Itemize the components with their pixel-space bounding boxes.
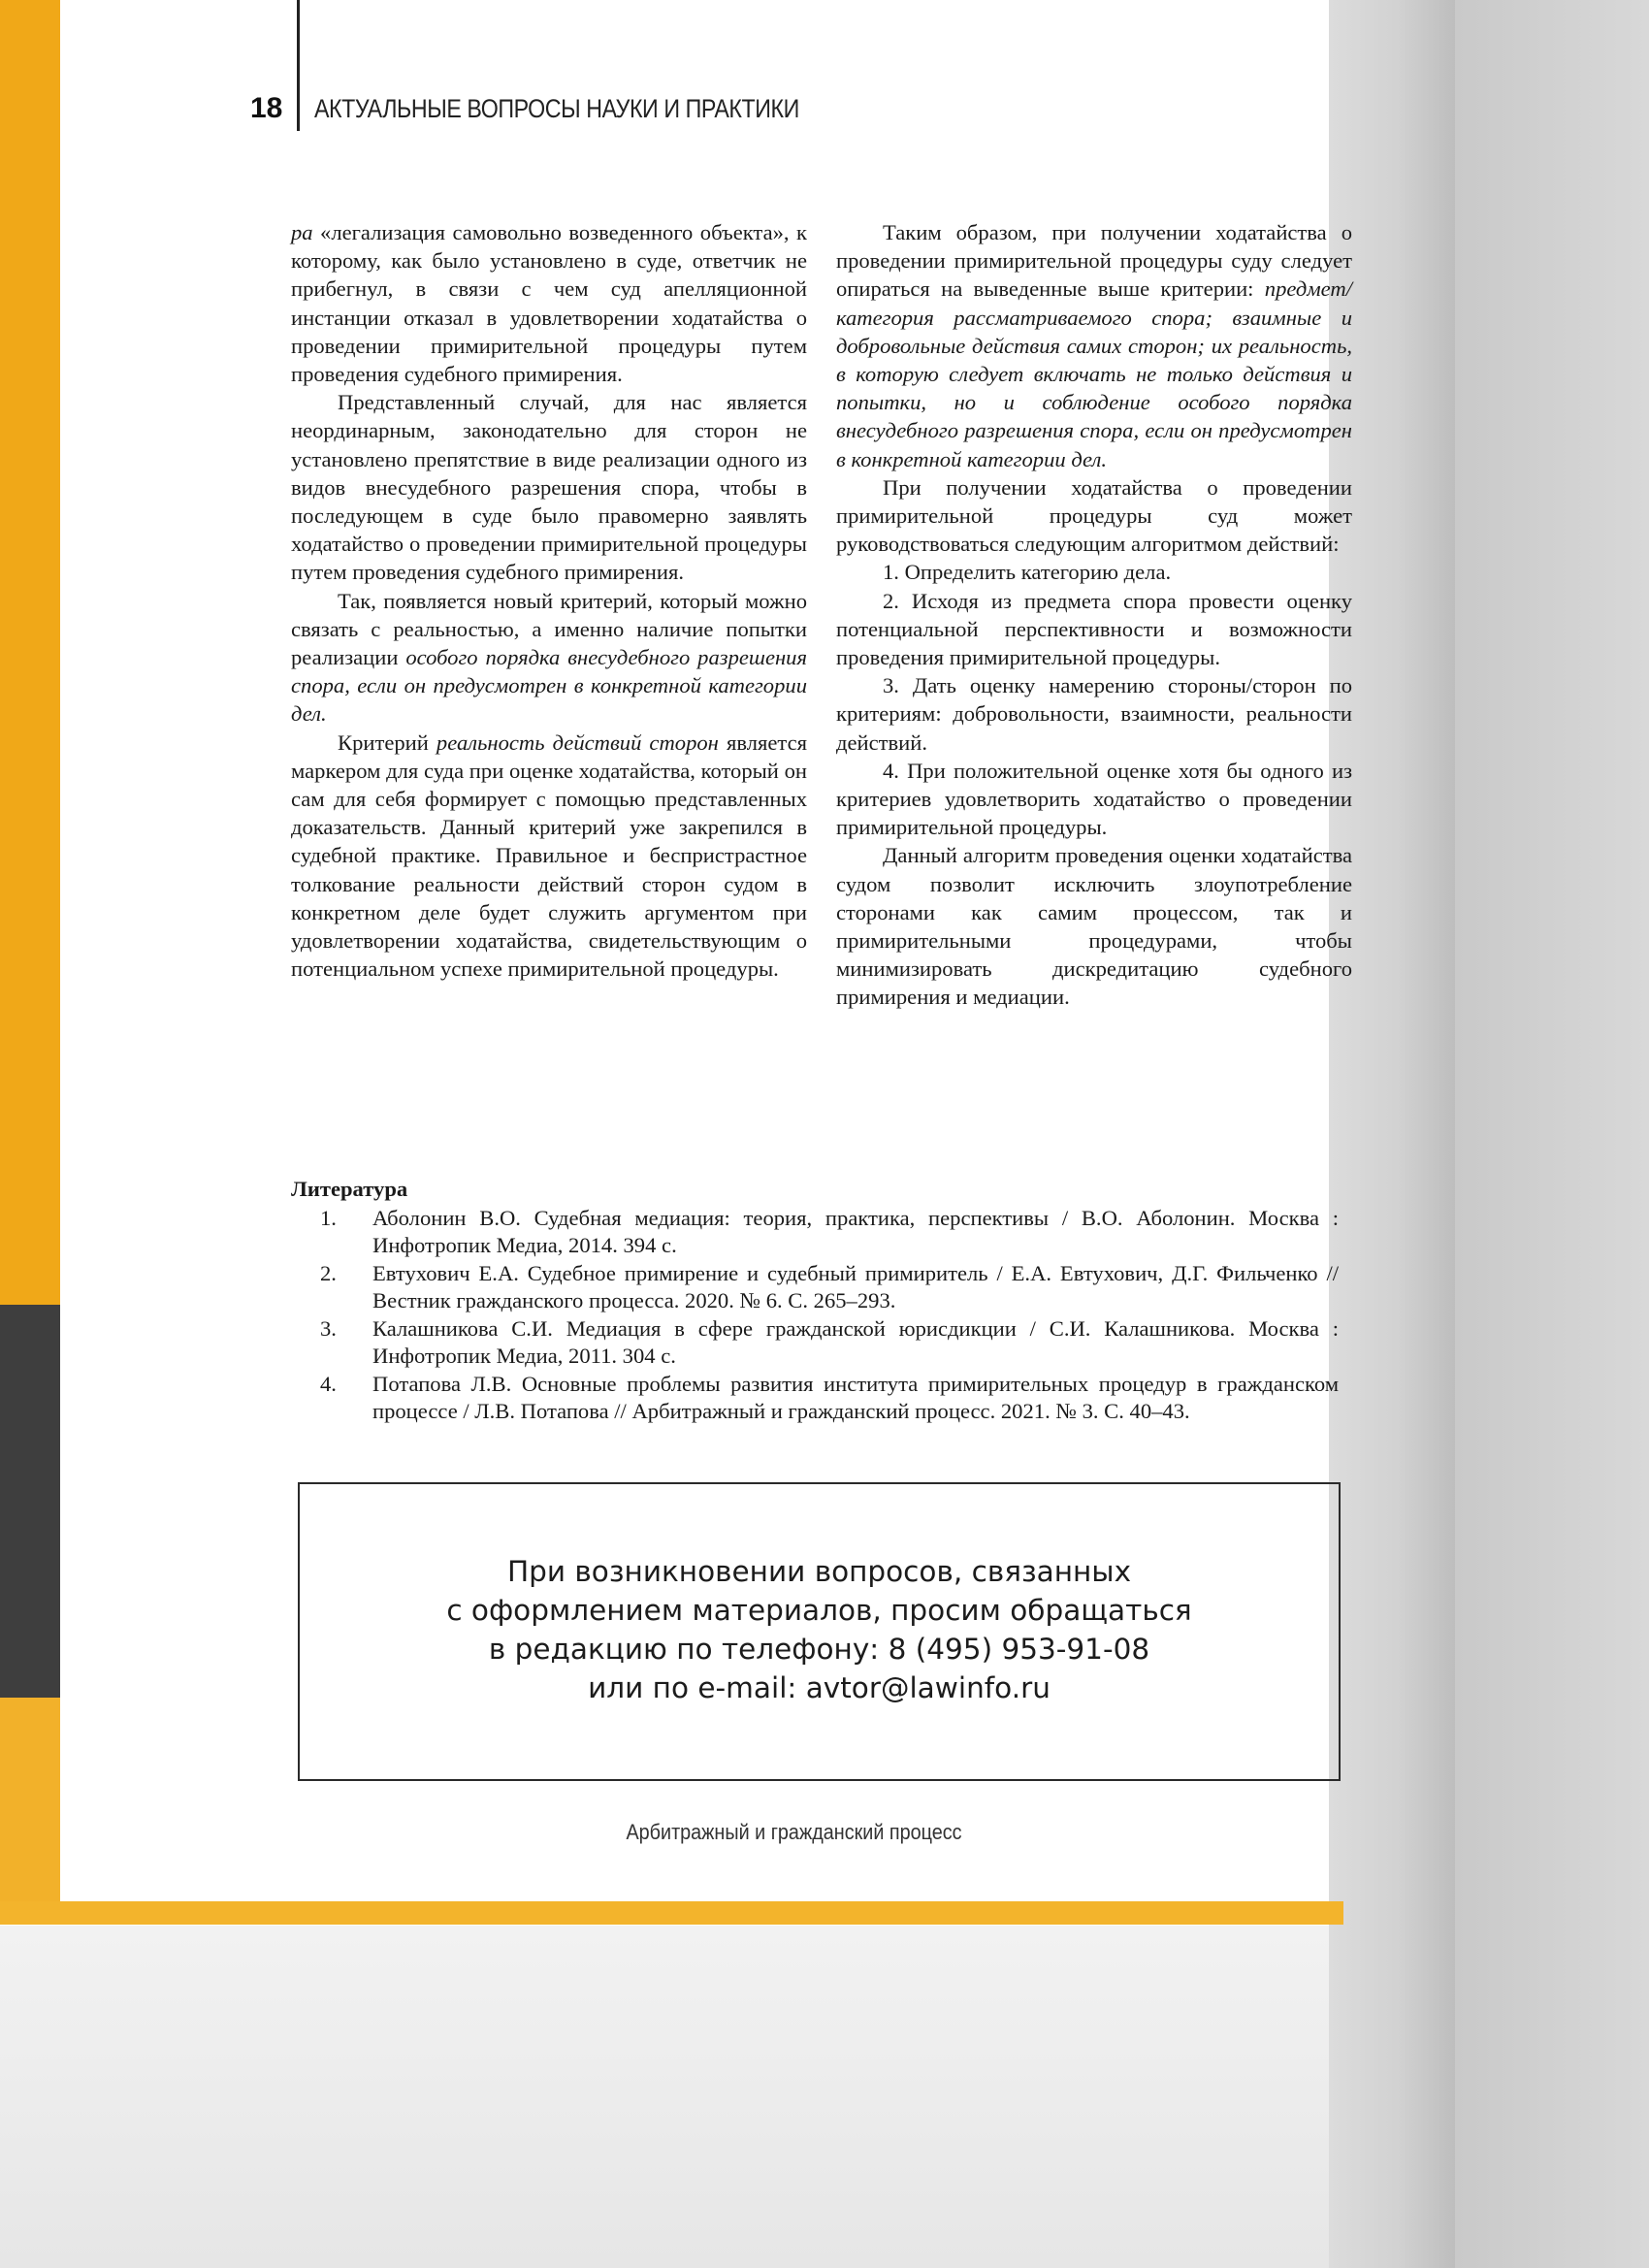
reference-number: 2. [320, 1260, 337, 1285]
reference-item [291, 1260, 1339, 1315]
algorithm-step: 1. Определить категорию дела. [883, 560, 1172, 585]
reference-number: 1. [320, 1205, 337, 1230]
cover-edge-yellow-bottom [0, 1901, 1343, 1925]
text: Так, появляется новый критерий, который можно связать с реальностью, а именно наличие попытки реализации [291, 588, 807, 670]
references-title: Литература [291, 1177, 408, 1201]
paragraph: Данный алгоритм проведения оценки ходатайства судом позволит исключить злоупотребление сторонами как самим процессом, так и примирительными процедурами, чтобы минимизировать дискредитацию судебного примирения и медиации. [836, 843, 1352, 1010]
notice-line: или по e-mail: avtor@lawinfo.ru [588, 1671, 1051, 1704]
italic-text: ра [291, 220, 313, 244]
reference-number: 4. [320, 1371, 337, 1396]
right-column [836, 218, 1352, 1012]
paragraph: Представленный случай, для нас является неординарным, законодательно для сторон не установлено препятствие в виде реализации одного из видов внесудебного разрешения спора, чтобы в последующем в суде было правомерно заявлять ходатайство о проведении примирительной процедуры путем проведения судебного примирения. [291, 390, 807, 585]
cover-edge-yellow-lower [0, 1698, 60, 1921]
paragraph [836, 218, 1352, 473]
paragraph: При получении ходатайства о проведении примирительной процедуры суд может руководствоваться следующим алгоритмом действий: [836, 474, 1352, 557]
page-number: 18 [250, 92, 283, 124]
header-vertical-rule [297, 0, 300, 131]
algorithm-step: 3. Дать оценку намерению стороны/сторон по критериям: добровольности, взаимности, реальности действий. [836, 673, 1352, 755]
text: Критерий [338, 729, 436, 755]
paragraph [291, 587, 807, 729]
reference-item [291, 1205, 1339, 1260]
reference-text: Калашникова С.И. Медиация в сфере гражданской юрисдикции / С.И. Калашникова. Москва : Инфотропик Медиа, 2011. 304 с. [372, 1315, 1339, 1368]
text: Таким образом, при получении ходатайства о проведении примирительной процедуры суду следует опираться на выведенные выше критерии: [836, 220, 1352, 302]
paragraph [291, 729, 807, 984]
italic-text: особого порядка внесудебного разрешения спора, если он предусмотрен в конкретной категории дел. [291, 645, 807, 727]
reference-text: Потапова Л.В. Основные проблемы развития института примирительных процедур в гражданском процессе / Л.В. Потапова // Арбитражный и гражданский процесс. 2021. № 3. С. 40–43. [372, 1371, 1339, 1423]
text: «легализация самовольно возведенного объекта», к которому, как было установлено в суде, ответчик не прибегнул, в связи с чем суд апелляционной инстанции отказал в удовлетворении ходатайства о проведении примирительной процедуры путем проведения судебного примирения. [291, 220, 807, 387]
reference-text: Аболонин В.О. Судебная медиация: теория, практика, перспективы / В.О. Аболонин. Москва : Инфотропик Медиа, 2014. 394 с. [372, 1205, 1339, 1257]
references [291, 1176, 1339, 1426]
journal-page [60, 0, 1352, 1901]
contact-notice-text [300, 1552, 1339, 1707]
algorithm-step: 2. Исходя из предмета спора провести оценку потенциальной перспективности и возможности проведения примирительной процедуры. [836, 588, 1352, 670]
reference-text: Евтухович Е.А. Судебное примирение и судебный примиритель / Е.А. Евтухович, Д.Г. Фильченко // Вестник гражданского процесса. 2020. № 6. С. 265–293. [372, 1260, 1339, 1312]
italic-text: реальность действий сторон [436, 729, 719, 755]
notice-line: При возникновении вопросов, связанных [506, 1555, 1132, 1588]
notice-line: в редакцию по телефону: 8 (495) 953-91-08 [488, 1633, 1150, 1666]
text: является маркером для суда при оценке ходатайства, который он сам для себя формирует с помощью представленных доказательств. Данный критерий уже закрепился в судебной практике. Правильное и беспристрастное толкование реальности действий сторон судом в конкретном деле будет служить аргументом при удовлетворении ходатайства, свидетельствующим о потенциальном успехе примирительной процедуры. [291, 729, 807, 982]
reference-item [291, 1315, 1339, 1371]
notice-line: с оформлением материалов, просим обращаться [446, 1594, 1192, 1627]
cover-edge-dark [0, 1305, 60, 1712]
scan-shadow [1397, 0, 1455, 2268]
contact-notice-box [298, 1482, 1341, 1781]
left-column [291, 218, 807, 983]
paragraph [291, 218, 807, 388]
scan-background-right [1329, 0, 1649, 2268]
section-title: АКТУАЛЬНЫЕ ВОПРОСЫ НАУКИ И ПРАКТИКИ [314, 94, 799, 123]
reference-item [291, 1371, 1339, 1426]
reference-number: 3. [320, 1315, 337, 1341]
italic-text: предмет/категория рассматриваемого спора; взаимные и добровольные действия самих сторон; их реальность, в которую следует включать не только действия и попытки, но и соблюдение особого порядка внесудебного разрешения спора, если он предусмотрен в конкретной категории дел. [836, 276, 1352, 471]
footer-journal-name: Арбитражный и гражданский процесс [626, 1820, 962, 1844]
algorithm-step: 4. При положительной оценке хотя бы одного из критериев удовлетворить ходатайство о проведении примирительной процедуры. [836, 758, 1352, 840]
